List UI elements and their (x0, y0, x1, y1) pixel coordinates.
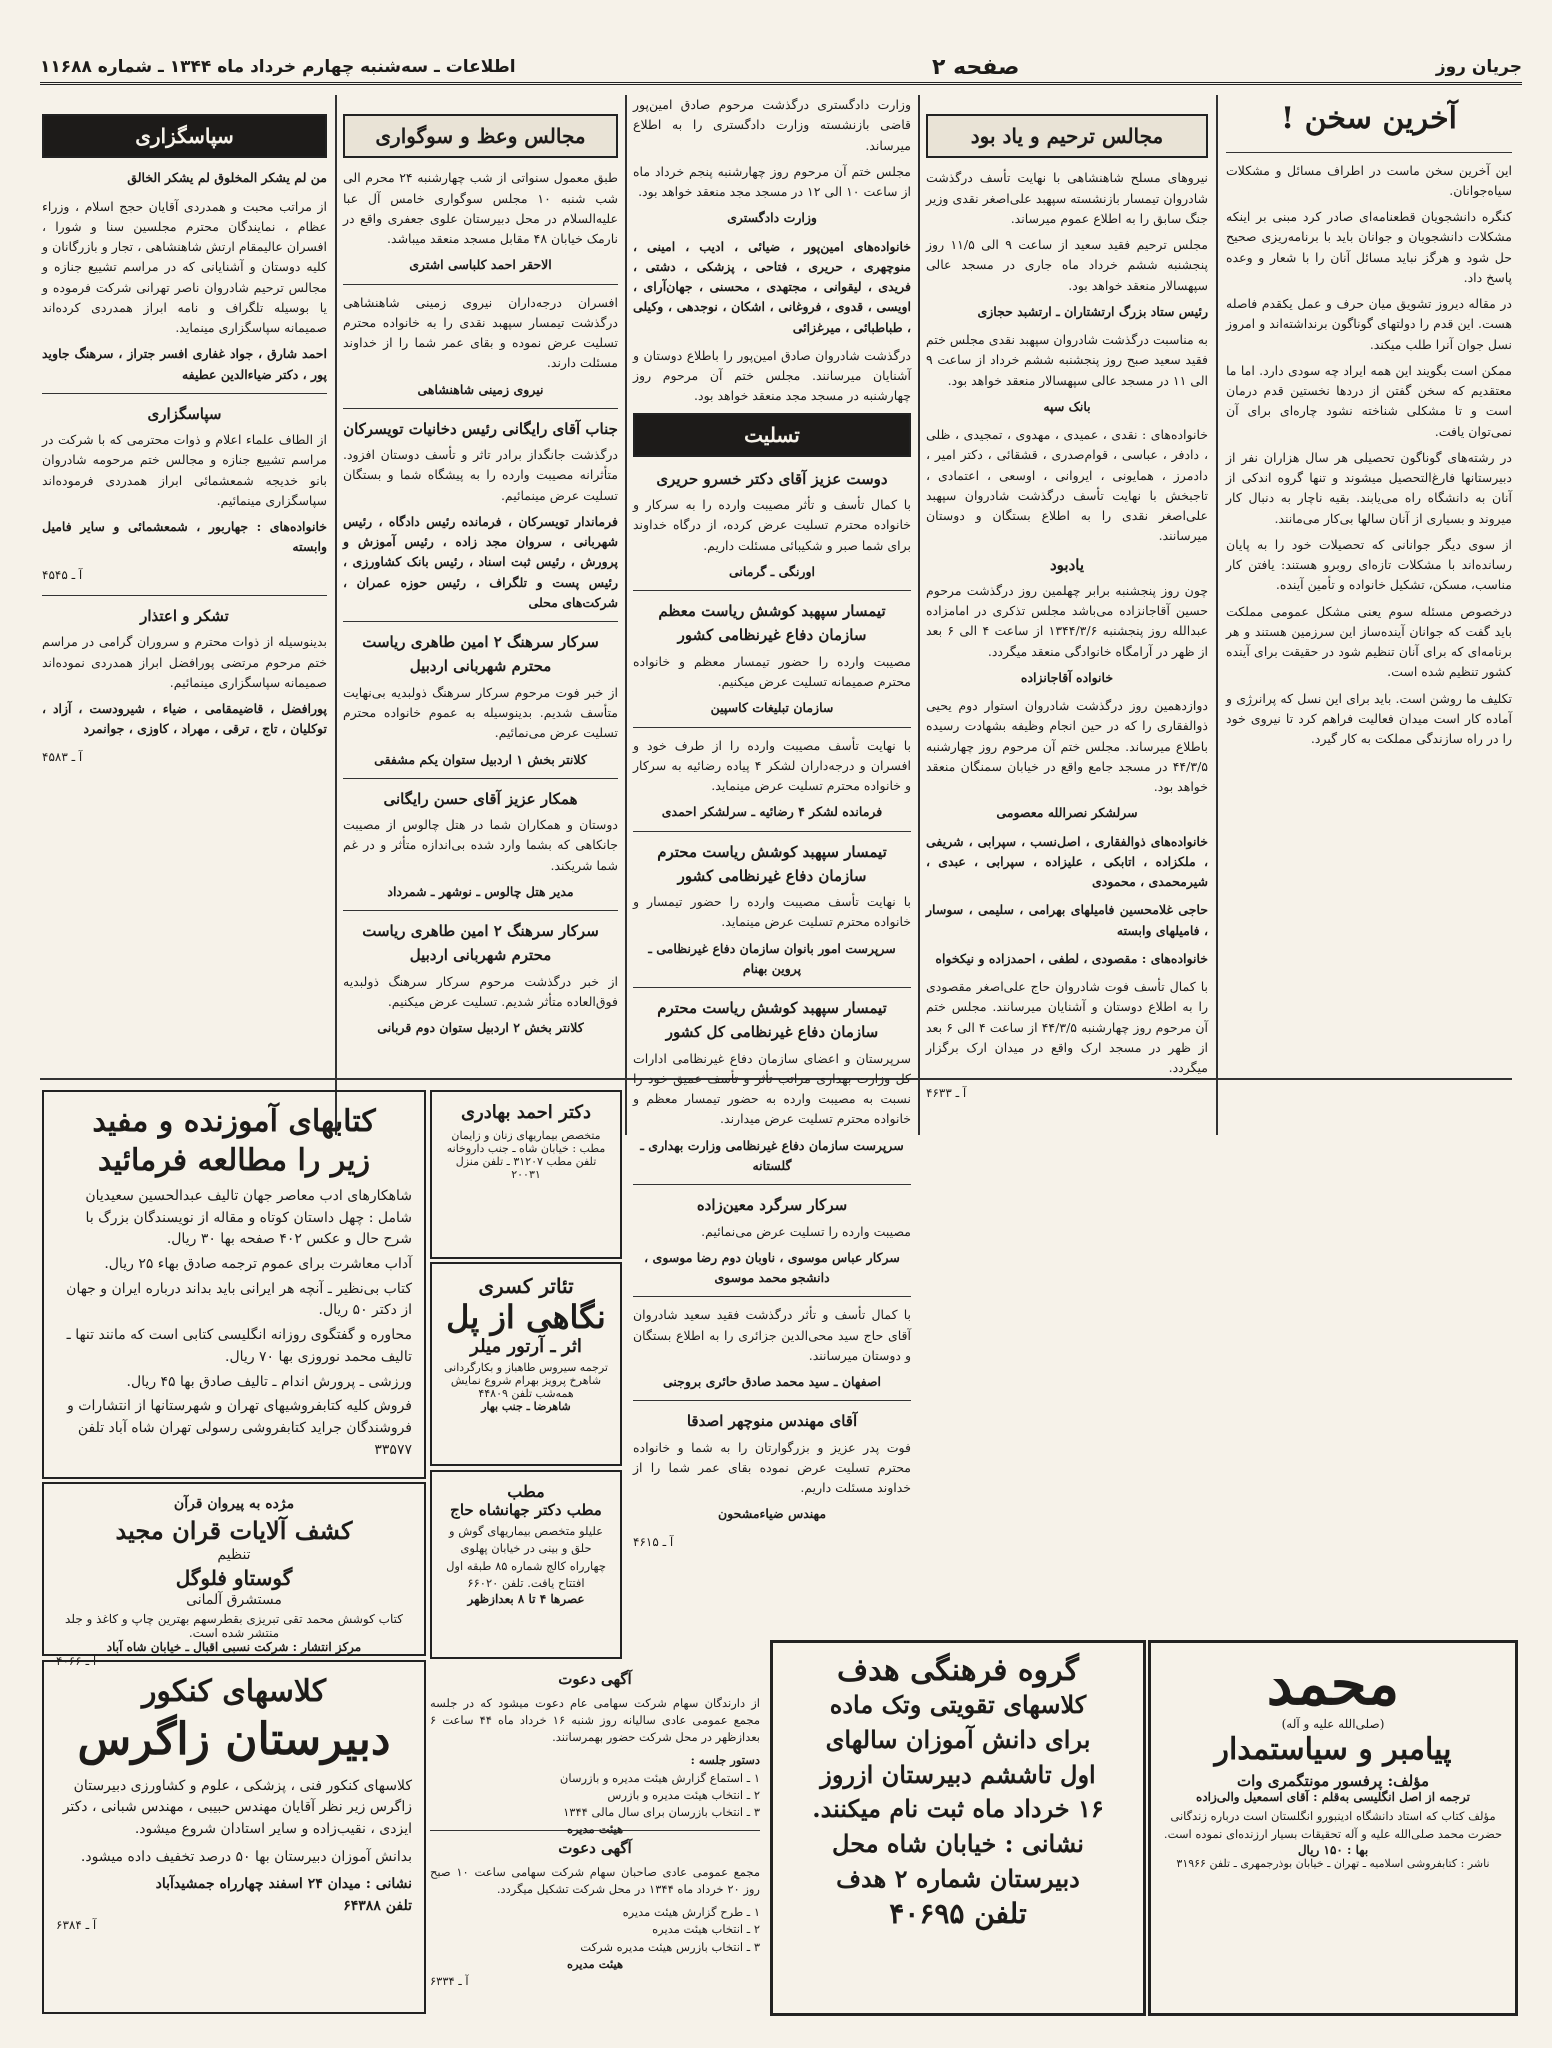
notice-title: سپاسگزاری (147, 404, 222, 423)
column-rule (1216, 95, 1218, 1135)
notice-paragraph: وزارت دادگستری درگذشت مرحوم صادق امین‌پور قاضی بازنشسته وزارت دادگستری را به اطلاع میرساند. (633, 97, 911, 153)
notice-signature: نیروی زمینی شاهنشاهی (417, 381, 544, 397)
condolence-item (633, 467, 911, 582)
condolence-title: دوست عزیز آقای دکتر خسرو حریری (656, 469, 888, 488)
notice-title: من لم یشکر المخلوق لم یشکر الخالق (127, 170, 327, 186)
divider (343, 408, 618, 409)
invitation-agenda-item: ۲ ـ انتخاب هیئت مدیره (652, 1922, 760, 1937)
ad-title: نگاهی از پل (446, 1298, 606, 1336)
condolence-item (633, 599, 911, 718)
ad-line: مستشرق آلمانی (186, 1592, 282, 1609)
divider (343, 621, 618, 622)
notice-paragraph: نیروهای مسلح شاهنشاهی با نهایت تأسف درگذشت شادروان تیمسار بازنشسته سپهبد علی‌اصغر نقدی وزیر جنگ سابق را به اطلاع عموم میرساند. (926, 170, 1208, 226)
invitation-agenda-item: ۱ ـ طرح گزارش هیئت مدیره (622, 1905, 760, 1919)
condolence-body: با کمال تأسف و تأثر درگذشت فقید سعید شادروان آقای حاج سید محی‌الدین جزائری را به اطلاع بستگان و دوستان میرسانند. (633, 1307, 911, 1363)
notice-signature: رئیس ستاد بزرگ ارتشتاران ـ ارتشبد حجازی (977, 303, 1208, 319)
ad-price: بها : ۱۵۰ ریال (1297, 1842, 1369, 1857)
condolence-heading: تسلیت (633, 413, 911, 457)
editorial-paragraph: درخصوص مسئله سوم یعنی مشکل عمومی مملکت باید گفت که جوانان آینده‌ساز این سرزمین هستند و هر برنامه‌ای که برای آنان تنظیم شود در حقیقت برای آینده کشور تنظیم شده است. (1226, 603, 1512, 680)
ad-line: مطب : خیابان شاه ـ جنب داروخانه (446, 1142, 606, 1155)
ad-ref: آ ـ ۶۳۸۴ (56, 1917, 97, 1932)
ad-honorific: (صلی‌الله علیه و آله) (1281, 1716, 1385, 1731)
column-rule (335, 95, 337, 1135)
ad-translator: ترجمه از اصل انگلیسی به‌قلم : آقای اسمعیل والی‌زاده (1196, 1790, 1470, 1805)
notice-paragraph: دوازدهمین روز درگذشت شادروان استوار دوم یحیی ذوالفقاری را که در حین انجام وظیفه بشهادت رسیده باطلاع میرساند. مجلس ختم آن مرحوم روز چهارشنبه ۴۴/۳/۵ در مسجد جامع واقع در خیابان سمنگان منعقد خواهد بود. (926, 698, 1208, 795)
notice-title: سرکار سرهنگ ۲ امین طاهری ریاست محترم شهربانی اردبیل (362, 922, 599, 965)
notice-title: یادبود (1049, 555, 1085, 574)
divider (1226, 152, 1512, 153)
invitation-agenda-label: دستور جلسه : (690, 1753, 760, 1768)
divider (633, 1296, 911, 1297)
condolence-sign: سازمان تبلیغات کاسپین (710, 700, 834, 716)
divider (343, 778, 618, 779)
ad-ref: آ ـ ۴۰۶۶ (56, 1654, 97, 1669)
condolence-sign: سرپرست امور بانوان سازمان دفاع غیرنظامی ـ پروین بهنام (648, 940, 896, 976)
editorial-paragraph: ممکن است بگویند این همه ایراد چه سودی دارد. اما ما معتقدیم که سخن گفتن از دردها نخستین قدم درمان است و تا مشکلی شناخته نشود چاره‌ای برای آن نمی‌توان یافت. (1226, 362, 1512, 439)
condolence-body: مصیبت وارده را حضور تیمسار معظم و خانواده محترم صمیمانه تسلیت عرض میکنیم. (633, 653, 911, 690)
invitation-sign: هیئت مدیره (566, 1822, 624, 1837)
ad-publisher: ناشر : کتابفروشی اسلامیه ـ تهران ـ خیابان بوذرجمهری ـ تلفن ۳۱۹۶۶ (1176, 1856, 1490, 1870)
notice-paragraph: خانواده‌های : نقدی ، عمیدی ، مهدوی ، تمجیدی ، ظلی ، دادفر ، عباسی ، قوام‌صدری ، قشقائی ، دکتر امیر ، دادمرز ، همایونی ، ایروانی ، اوسعی ، اعتمادی ، تاجبخش با نهایت تأسف درگذشت شادروان سپهبد علی‌اصغر نقدی را به اطلاع بستگان و دوستان میرسانند. (926, 427, 1208, 544)
notice-signature: سرلشکر نصرالله معصومی (996, 805, 1138, 821)
invitation-body: مجمع عمومی عادی صاحبان سهام شرکت سهامی ساعت ۱۰ صبح روز ۲۰ خرداد ماه ۱۳۴۴ در محل شرکت تشکیل میگردد. (430, 1864, 760, 1896)
condolence-item (633, 1193, 911, 1288)
condolence-sign: مهندس ضیاء‌مشحون (717, 1506, 827, 1522)
invitation-agenda-item: ۳ ـ انتخاب بازرس هیئت مدیره شرکت (580, 1939, 760, 1954)
invitation-agenda-item: ۱ ـ استماع گزارش هیئت مدیره و بازرسان (559, 1770, 760, 1785)
editorial-column (1226, 95, 1512, 1140)
notice-title: جناب آقای رایگانی رئیس دخانیات تویسرکان (343, 419, 618, 438)
invitation-body: از دارندگان سهام شرکت سهامی عام دعوت میشود که در جلسه مجمع عمومی عادی سالیانه روز شنبه ۱۶ خرداد ماه ۴۴ ساعت ۶ بعدازظهر در محل شرکت حضور بهمرسانند. (430, 1695, 760, 1744)
ad-body: کلاسهای کنکور فنی ، پزشکی ، علوم و کشاورزی دبیرستان زاگرس زیر نظر آقایان مهندس حبیبی ، مهندس شبانی ، دکتر ایزدی ، نقیب‌زاده و سایر استادان شروع میشود. (62, 1777, 412, 1837)
notice-signature: مدیر هتل چالوس ـ نوشهر ـ شمرداد (387, 883, 574, 899)
notice-paragraph: از خبر فوت مرحوم سرکار سرهنگ ذولبدیه بی‌نهایت متأسف شدیم. بدینوسیله به عموم خانواده محترم تسلیت عرض می‌نمائیم. (343, 684, 618, 741)
doctor-ad (430, 1090, 622, 1259)
condolence-title: تیمسار سپهبد کوشش ریاست محترم سازمان دفاع غیرنظامی کل کشور (657, 999, 887, 1042)
condolence-body: مصیبت وارده را تسلیت عرض می‌نمائیم. (701, 1223, 911, 1239)
divider (633, 1400, 911, 1401)
notice-paragraph: به مناسبت درگذشت شادروان سپهبد نقدی مجلس ختم فقید سعید صبح روز پنجشنبه ششم خرداد از ساعت ۹ الی ۱۱ در مسجد عالی سپهسالار منعقد خواهد بود. (926, 332, 1208, 388)
divider (633, 831, 911, 832)
condolence-sign: فرمانده لشکر ۴ رضائیه ـ سرلشکر احمدی (661, 804, 883, 820)
ad-line: مژده به پیروان قرآن (173, 1496, 295, 1512)
ad-line: اول تاششم دبیرستان ازروز (820, 1759, 1096, 1789)
notice-signature: خانواده‌های ذوالفقاری ، اصل‌نسب ، سپرابی ، شریفی ، ملکزاده ، اتابکی ، علیزاده ، سپرابی ، عبدی ، شیرمحمدی ، محمودی (926, 833, 1208, 890)
condolence-sign: اصفهان ـ سید محمد صادق حائری بروجنی (662, 1374, 881, 1390)
ad-address: نشانی : میدان ۲۴ اسفند چهارراه جمشیدآباد (155, 1876, 412, 1893)
notice-signature: خانواده آقاجانزاده (1020, 669, 1114, 685)
condolence-body: با نهایت تأسف مصیبت وارده را حضور تیمسار و خانواده محترم تسلیت عرض مینماید. (633, 894, 911, 930)
ad-author: مؤلف: پرفسور مونتگمری وات (1236, 1772, 1430, 1791)
condolence-item (633, 1409, 911, 1524)
ad-address: مرکز انتشار : شرکت نسبی اقبال ـ خیابان شاه آباد (106, 1640, 362, 1655)
ad-line: محاوره و گفتگوی روزانه انگلیسی کتابی است که مانند تنها ـ تالیف محمد نوروزی بها ۷۰ ریال. (66, 1327, 412, 1365)
ad-author: اثر ـ آرتور میلر (470, 1336, 582, 1358)
invitation-ref: آ ـ ۶۳۳۴ (430, 1974, 469, 1988)
notice-signature: خانواده‌های : جهاربور ، شمعشمائی و سایر فامیل وابسته (42, 519, 327, 555)
divider (42, 595, 327, 596)
ad-line: کتاب کوشش محمد تقی تبریزی بقطرسهم بهترین چاپ و کاغذ و جلد منتشر شده است. (65, 1612, 403, 1641)
condolence-sign: سرپرست سازمان دفاع غیرنظامی وزارت بهداری ـ گلستانه (640, 1137, 904, 1173)
ad-phone: تلفن ۶۴۳۸۸ (343, 1898, 412, 1915)
notice-ref: آ ـ ۴۶۳۳ (926, 1086, 967, 1101)
condolence-body: با نهایت تأسف مصیبت وارده را از طرف خود و افسران و درجه‌داران لشکر ۴ پیاده رضائیه به سرکار و خانواده محترم تسلیت عرض مینماید. (633, 737, 911, 794)
ad-address: شاهرضا ـ جنب بهار (481, 1400, 571, 1414)
ad-title: محمد (1266, 1650, 1400, 1718)
notice-paragraph: چون روز پنجشنبه برابر چهلمین روز درگذشت مرحوم حسین آقاجانزاده می‌باشد مجلس تذکری در امامزاده عبدالله روز پنجشنبه ۱۳۴۴/۳/۶ از ساعت ۴ الی ۶ بعد از ظهر در آرامگاه خانوادگی منعقد میگردد. (926, 582, 1208, 659)
ad-title: کتابهای آموزنده و مفید (92, 1104, 376, 1139)
condolence-item (633, 996, 911, 1176)
condolence-body: فوت پدر عزیز و بزرگوارتان را به شما و خانواده محترم تسلیت عرض نموده بقای عمر شما را از خداوند مسئلت داریم. (633, 1439, 911, 1496)
editorial-paragraph: از سوی دیگر جوانانی که تحصیلات خود را به پایان رسانده‌اند با مشکلات تازه‌ای روبرو هستند: یافتن کار مناسب، مسکن، تشکیل خانواده و تأمین آینده. (1226, 536, 1512, 593)
masthead: اطلاعات ـ سه‌شنبه چهارم خرداد ماه ۱۳۴۴ ـ شماره ۱۱۶۸۸ (40, 57, 516, 77)
ad-body (56, 1186, 412, 1461)
ad-body: مؤلف کتاب که استاد دانشگاه ادینبورو انگلستان است درباره زندگانی حضرت محمد صلی‌الله علیه و آله تحقیقات بسیار ارزنده‌ای نموده است. (1163, 1809, 1503, 1841)
invitation-sign: هیئت مدیره (566, 1956, 624, 1971)
condolence-item (633, 736, 911, 823)
notice-signature: وزارت دادگستری (727, 210, 817, 226)
ad-hours: عصرها ۴ تا ۸ بعدازظهر (467, 1592, 585, 1606)
notice-paragraph: از خبر درگذشت مرحوم سرکار سرهنگ ذولبدیه فوق‌العاده متأثر شدیم. تسلیت عرض میکنیم. (343, 973, 618, 1009)
notice-paragraph: مجلس ختم آن مرحوم روز چهارشنبه پنجم خرداد ماه از ساعت ۱۰ الی ۱۲ در مسجد مجد منعقد خواهد بود. (633, 163, 911, 199)
notice-title: همکار عزیز آقای حسن رایگانی (383, 789, 578, 808)
ad-school: دبیرستان شماره ۲ هدف (836, 1863, 1080, 1893)
editorial-title: آخرین سخن ! (1280, 101, 1457, 136)
hadaf-ad (770, 1640, 1146, 2016)
ad-title: مطب (507, 1482, 545, 1501)
notice-title: تشکر و اعتذار (140, 607, 229, 626)
divider (343, 284, 618, 285)
ad-line: ورزشی ـ پرورش اندام ـ تالیف صادق بها ۴۵ ریال. (126, 1373, 412, 1390)
editorial-paragraph: این آخرین سخن ماست در اطراف مسائل و مشکلات سیاه‌جوانان. (1226, 162, 1512, 198)
sermons-column (343, 112, 618, 1072)
section-name: جریان روز (1435, 57, 1522, 77)
konkur-ad (42, 1660, 426, 2014)
notice-paragraph: افسران درجه‌داران نیروی زمینی شاهنشاهی درگذشت تیمسار سپهبد نقدی را به خانواده محترم تسلیت عرض نموده و بقای عمر شما را از خداوند مسئلت دارند. (343, 294, 618, 371)
notice-signature: خانواده‌های امین‌پور ، ضیائی ، ادیب ، امینی ، منوچهری ، حریری ، فتاحی ، پزشکی ، دشتی ، فریدی ، لیقوانی ، مجتهدی ، محسنی ، جهان‌آرای ، اویسی ، قدوی ، فروغانی ، اشکان ، نوجدهی ، وکیلی ، طباطبائی ، میرغزائی (633, 238, 911, 335)
ad-note: بدانش آموزان دبیرستان بها ۵۰ درصد تخفیف داده میشود. (80, 1848, 412, 1865)
editorial-paragraph: تکلیف ما روشن است. باید برای این نسل که پرانرژی و آماده کار است میدان فعالیت فراهم کرد تا نیروی خود را در راه سازندگی مملکت به کار گیرد. (1226, 690, 1512, 747)
divider (42, 393, 327, 394)
ad-title: تئاتر کسری (478, 1274, 574, 1298)
condolence-column (633, 95, 911, 1549)
books-ad (42, 1090, 426, 1479)
editorial-paragraph: در مقاله دیروز تشویق میان حرف و عمل یکقدم فاصله هست. این قدم را دولتهای گوناگون برنداشته‌اند و امروز نسل جوان آنرا طلب میکند. (1226, 296, 1512, 352)
mohammad-book-ad (1148, 1640, 1518, 2016)
condolence-item (633, 840, 911, 980)
ad-line: شاهکارهای ادب معاصر جهان تالیف عبدالحسین سعیدیان شامل : چهل داستان کوتاه و مقاله از نویسندگان بزرگ با شرح حال و عکس ۴۰۲ صفحه بها ۳۰ ریال. (85, 1188, 412, 1248)
notice-paragraph: دوستان و همکاران شما در هتل چالوس از مصیبت جانکاهی که بشما وارد شده بی‌اندازه متأثر و در غم شما شریکند. (343, 817, 618, 873)
ad-line: برای دانش آموزان سالهای (825, 1724, 1091, 1754)
ad-title: دبیرستان زاگرس (77, 1714, 391, 1765)
notice-title: سرکار سرهنگ ۲ امین طاهری ریاست محترم شهربانی اردبیل (362, 633, 599, 676)
notice-paragraph: درگذشت شادروان صادق امین‌پور را باطلاع دوستان و آشنایان میرسانند. مجلس ختم آن مرحوم روز چهارشنبه در مسجد مجد منعقد خواهد بود. (633, 347, 911, 404)
condolence-body: با کمال تأسف و تأثر مصیبت وارده را به سرکار و خانواده محترم تسلیت عرض کرده، از درگاه خداوند برای شما صبر و شکیبائی مسئلت داریم. (633, 497, 911, 553)
invitation-agenda-item: ۳ ـ انتخاب بازرسان برای سال مالی ۱۳۴۴ (563, 1805, 760, 1819)
ad-name: مطب دکتر جهانشاه حاج (450, 1501, 602, 1519)
invitation-title: آگهی دعوت (558, 1839, 632, 1857)
notice-paragraph: با کمال تأسف فوت شادروان حاج علی‌اصغر مقصودی را به اطلاع دوستان و آشنایان میرسانند. مجلس ختم آن مرحوم روز چهارشنبه ۴۴/۳/۵ از ساعت ۴ الی ۶ بعد از ظهر در مسجد ارک واقع در میدان ارک برگزار میگردد. (926, 979, 1208, 1076)
condolence-sign: سرکار عباس موسوی ، ناوبان دوم رضا موسوی ، دانشجو محمد موسوی (644, 1249, 900, 1286)
ad-title: کلاسهای کنکور (141, 1674, 327, 1709)
notice-signature: خانواده‌های : مقصودی ، لطفی ، احمدزاده و نیکخواه (935, 950, 1208, 966)
ad-line: تلفن مطب ۳۱۲۰۷ ـ تلفن منزل ۲۰۰۳۱ (455, 1155, 597, 1181)
ad-subtitle: پیامبر و سیاستمدار (1214, 1731, 1452, 1767)
notice-signature: پورافضل ، قاضیمقامی ، ضیاء ، شیرودست ، آزاد ، توکلیان ، تاج ، ترقی ، مهراد ، کاوزی ، جوانمرد (42, 701, 327, 737)
ad-body: ترجمه سیروس طاهباز و بکارگردانی شاهرخ پرویز بهرام شروع نمایش همه‌شب تلفن ۴۴۸۰۹ (443, 1361, 608, 1401)
editorial-paragraph: در رشته‌های گوناگون تحصیلی هر سال هزاران نفر از دبیرستانها فارغ‌التحصیل میشوند و تنها گروه اندکی از آنان به دانشگاه راه می‌یابند. بقیه ناچار به دنبال کار میروند و بسیاری از آنان سالها بی‌کار می‌مانند. (1226, 449, 1512, 526)
divider (633, 987, 911, 988)
divider (633, 1184, 911, 1185)
ad-body: علیلو متخصص بیماریهای گوش و حلق و بینی در خیابان پهلوی چهارراه کالج شماره ۸۵ طبقه اول افتتاح یافت. تلفن ۶۶۰۲۰ (446, 1524, 606, 1590)
ad-title: زیر را مطالعه فرمائید (97, 1143, 371, 1178)
notice-ref: آ ـ ۴۶۱۵ (633, 1534, 674, 1549)
section-heading: مجالس وعظ و سوگواری (343, 114, 618, 158)
invitation-agenda-item: ۲ ـ انتخاب هیئت مدیره و بازرس (607, 1787, 760, 1802)
ad-title: کشف آلایات قران مجید (115, 1515, 353, 1545)
notice-ref: آ ـ ۴۵۴۵ (42, 567, 83, 582)
editorial-paragraph: کنگره دانشجویان قطعنامه‌ای صادر کرد مبنی بر اینکه مشکلات دانشجویان و جوانان باید با برنامه‌ریزی صحیح حل شود و هرگز نباید مسائل آنان را با شعار و وعده پاسخ داد. (1226, 209, 1512, 285)
clinic-ad (430, 1470, 622, 1659)
theatre-ad (430, 1262, 622, 1466)
ad-line: تنظیم (217, 1546, 251, 1563)
ad-title: گروه فرهنگی هدف (837, 1653, 1079, 1688)
column-rule (918, 95, 920, 1135)
notice-paragraph: از مراتب محبت و همدردی آقایان حجج اسلام ، وزراء عظام ، نمایندگان محترم مجلسین سنا و شورا ، افسران عالیمقام ارتش شاهنشاهی ، تجار و بازرگانان و کلیه دوستان و آشنایانی که در مراسم تشییع جنازه و مجالس ترحیم شادروان ناصر تهرانی شرکت فرموده و یا بوسیله تلگراف و نامه ابراز همدردی کرده‌اند صمیمانه سپاسگزاری مینماید. (42, 198, 327, 336)
invitation-title: آگهی دعوت (558, 1670, 632, 1688)
notice-paragraph: بدینوسیله از ذوات محترم و سروران گرامی در مراسم ختم مرحوم مرتضی پورافضل ابراز همدردی نموده‌اند صمیمانه سپاسگزاری مینمائیم. (42, 634, 327, 690)
condolence-item (633, 1305, 911, 1392)
column-rule (625, 95, 627, 1135)
notice-paragraph: درگذشت جانگداز برادر تاثر و تأسف دوستان افزود. متأثرانه مصیبت وارده را به پیشگاه شما و بستگان تسلیت عرض مینمائیم. (343, 447, 618, 503)
ad-title: دکتر احمد بهادری (460, 1102, 592, 1123)
page-number: صفحه ۲ (931, 54, 1020, 80)
notice-signature: کلانتر بخش ۲ اردبیل ستوان دوم قربانی (377, 1020, 584, 1036)
notice-paragraph: طبق معمول سنواتی از شب چهارشنبه ۲۴ محرم الی شب شنبه ۱۰ مجلس سوگواری خامس آل عبا علیه‌السلام در محل دبیرستان علوی جعفری واقع در نارمک خیابان ۴۸ مقابل مسجد منعقد میباشد. (343, 170, 618, 247)
ad-line: متخصص بیماریهای زنان و زایمان (451, 1129, 601, 1142)
condolence-title: آقای مهندس منوچهر اصدقا (686, 1412, 858, 1431)
ad-address: نشانی : خیابان شاه محل (832, 1829, 1084, 1859)
condolence-body: سرپرستان و اعضای سازمان دفاع غیرنظامی ادارات کل وزارت بهداری مراتب تأثر و تأسف عمیق خود را نسبت به مصیبت وارده به حضور تیمسار معظم و خانواده محترم تسلیت عرض میدارند. (633, 1050, 911, 1127)
notice-paragraph: از الطاف علماء اعلام و ذوات محترمی که با شرکت در مراسم تشییع جنازه و مجالس ختم مرحومه شادروان بانو خدیجه شمعشمائی ابراز همدردی فرموده‌اند سپاسگزاری مینمائیم. (42, 432, 327, 508)
condolence-sign: اورنگی ـ گرمانی (729, 563, 815, 579)
notice-signature: حاجی غلامحسین فامیلهای بهرامی ، سلیمی ، سوسار ، فامیلهای وابسته (926, 902, 1208, 938)
ad-author: گوستاو فلوگل (175, 1566, 293, 1591)
condolence-title: تیمسار سپهبد کوشش ریاست معظم سازمان دفاع غیرنظامی کشور (658, 602, 886, 645)
invitation-1 (430, 1662, 760, 1837)
page-header (40, 52, 1522, 85)
notice-ref: آ ـ ۴۵۸۳ (42, 749, 83, 764)
notice-signature: فرماندار تویسرکان ، فرمانده رئیس دادگاه ، رئیس شهربانی ، سروان مجد زاده ، رئیس آموزش و پرورش ، رئیس ثبت اسناد ، رئیس بانک کشاورزی ، رئیس پست و تلگراف ، رئیس حوزه عمران ، شرکت‌های محلی (343, 513, 618, 610)
notice-signature: کلانتر بخش ۱ اردبیل ستوان یکم مشفقی (374, 751, 587, 767)
notice-paragraph: مجلس ترحیم فقید سعید از ساعت ۹ الی ۱۱/۵ روز پنجشنبه ششم خرداد ماه جاری در مسجد عالی سپهسالار منعقد خواهد بود. (926, 237, 1208, 293)
ad-line: کتاب بی‌نظیر ـ آنچه هر ایرانی باید بداند درباره ایران و جهان از دکتر ۵۰ ریال. (66, 1280, 412, 1319)
notice-signature: بانک سپه (1043, 398, 1091, 414)
invitation-2 (430, 1830, 760, 2011)
ad-phone: تلفن ۴۰۶۹۵ (889, 1896, 1027, 1930)
divider (343, 910, 618, 911)
section-heading: سپاسگزاری (42, 114, 327, 158)
ad-line: ۱۶ خرداد ماه ثبت نام میکنند. (812, 1794, 1104, 1824)
thanks-column (42, 112, 327, 1072)
condolence-title: سرکار سرگرد معین‌زاده (696, 1196, 848, 1215)
quran-ad (42, 1482, 426, 1669)
divider (633, 727, 911, 728)
mourning-column (926, 112, 1208, 1142)
notice-signature: الاحقر احمد کلباسی اشتری (409, 257, 552, 273)
notice-signature: احمد شارق ، جواد غفاری افسر جتراز ، سرهنگ جاوید پور ، دکتر ضیاء‌الدین عطیفه (42, 346, 327, 382)
section-heading: مجالس ترحیم و یاد بود (926, 114, 1208, 158)
ad-line: فروش کلیه کتابفروشیهای تهران و شهرستانها از انتشارات و فروشندگان جراید کتابفروشی رسولی تهران شاه آباد تلفن ۳۳۵۷۷ (67, 1398, 412, 1458)
ad-line: کلاسهای تقویتی وتک ماده (829, 1690, 1087, 1719)
condolence-title: تیمسار سپهبد کوشش ریاست محترم سازمان دفاع غیرنظامی کشور (657, 842, 887, 885)
divider (633, 590, 911, 591)
ad-line: آداب معاشرت برای عموم ترجمه صادق بهاء ۲۵ ریال. (104, 1256, 412, 1273)
